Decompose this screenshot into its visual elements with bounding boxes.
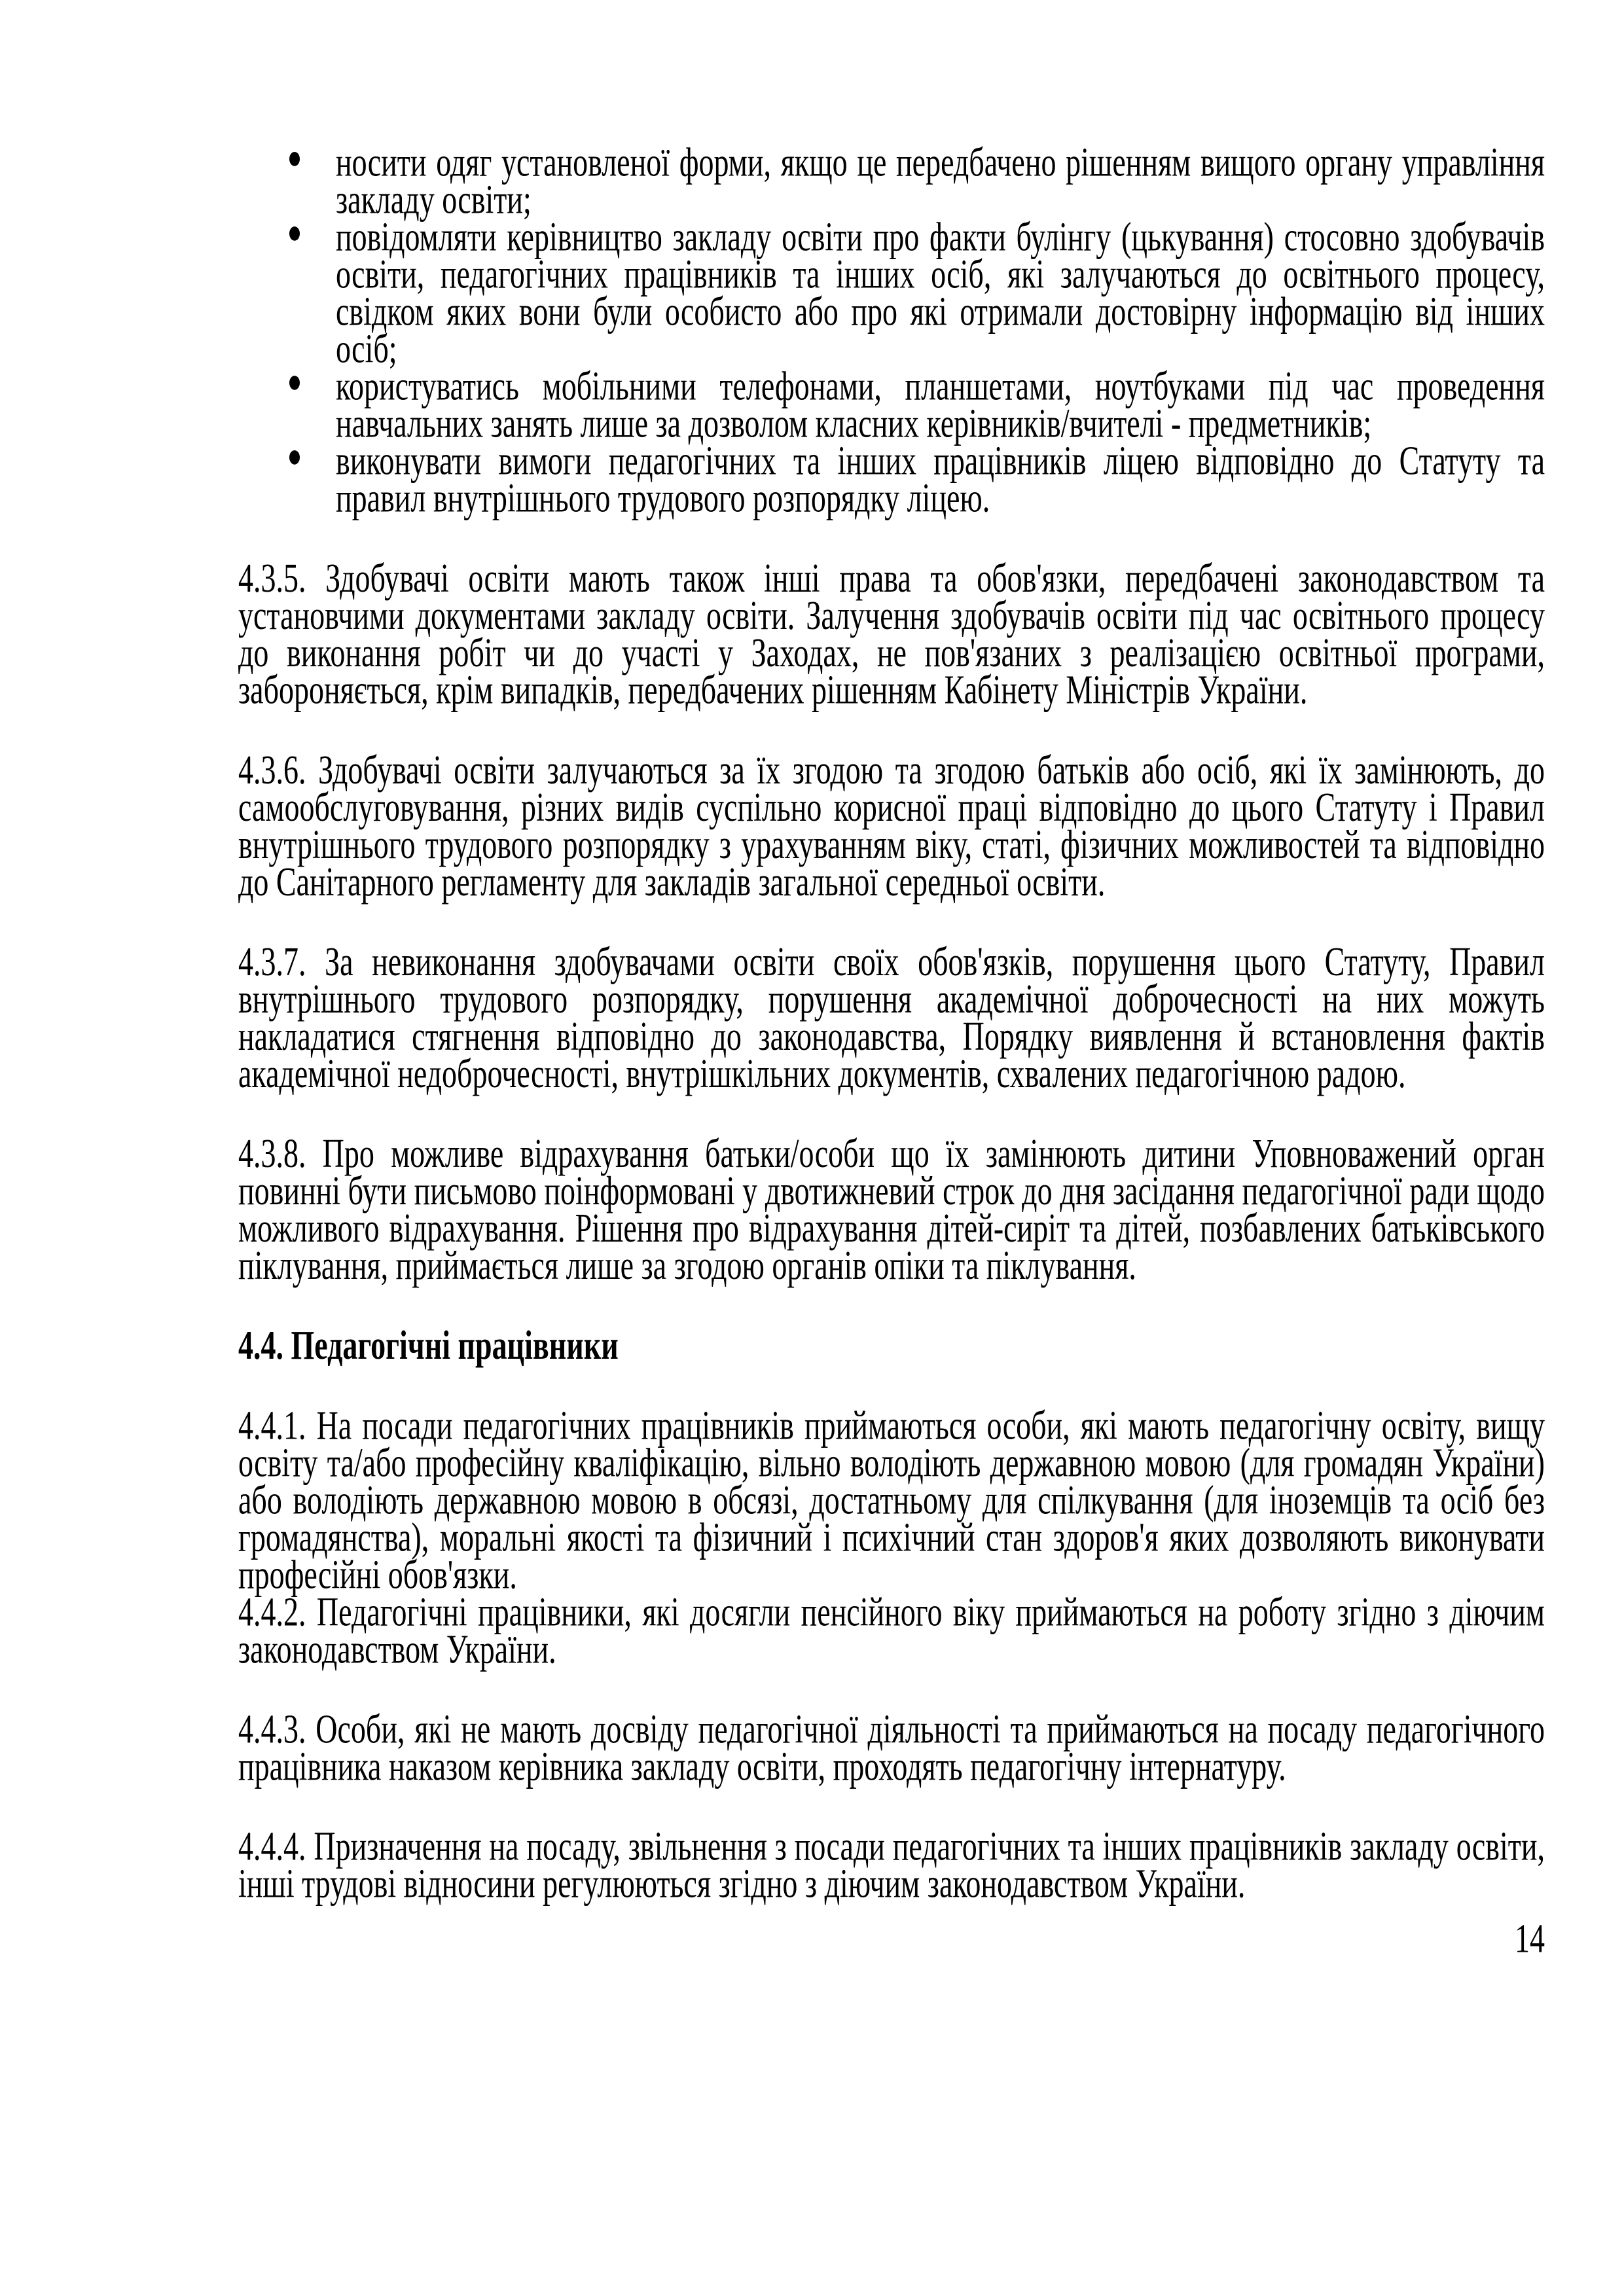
bullet-dot-icon: [289, 376, 300, 390]
paragraph-4-4-4: 4.4.4. Призначення на посаду, звільнення з посади педагогічних та інших працівників закладу освіти, інші трудові відносини регулюються згідно з діючим законодавством України.: [238, 1823, 1545, 1907]
paragraph-4-4-3: 4.4.3. Особи, які не мають досвіду педагогічної діяльності та приймаються на посаду педагогічного працівника наказом керівника закладу освіти, проходять педагогічну інтернатуру.: [238, 1706, 1545, 1789]
bullet-text: носити одяг установленої форми, якщо це передбачено рішенням вищого органу управління закладу освіти;: [336, 139, 1545, 223]
section-heading-4-4: 4.4. Педагогічні працівники: [238, 1322, 619, 1368]
page-content: [238, 0, 1545, 1962]
bullet-item: [336, 214, 1545, 372]
paragraph-4-4-2: 4.4.2. Педагогічні працівники, які досягли пенсійного віку приймаються на роботу згідно з діючим законодавством України.: [238, 1588, 1545, 1672]
page-number: 14: [1515, 1916, 1545, 1962]
bullet-text: повідомляти керівництво закладу освіти про факти булінгу (цькування) стосовно здобувачів освіти, педагогічних працівників та інших осіб, які залучаються до освітнього процесу, свідком яких вони були особисто або про які отримали достовірну інформацію від інших осіб;: [336, 214, 1545, 372]
paragraph-4-3-8: 4.3.8. Про можливе відрахування батьки/особи що їх замінюють дитини Уповноважений орган повинні бути письмово поінформовані у двотижневий строк до дня засідання педагогічної ради щодо можливого відрахування. Рішення про відрахування дітей-сиріт та дітей, позбавлених батьківського піклування, приймається лише за згодою органів опіки та піклування.: [238, 1130, 1545, 1288]
bullet-dot-icon: [289, 152, 300, 166]
paragraph-4-3-5: 4.3.5. Здобувачі освіти мають також інші права та обов'язки, передбачені законодавством та установчими документами закладу освіти. Залучення здобувачів освіти під час освітнього процесу до виконання робіт чи до участі у Заходах, не пов'язаних з реалізацією освітньої програми, забороняється, крім випадків, передбачених рішенням Кабінету Міністрів України.: [238, 555, 1545, 713]
paragraph-4-4-1: 4.4.1. На посади педагогічних працівників приймаються особи, які мають педагогічну освіту, вищу освіту та/або професійну кваліфікацію, вільно володіють державною мовою (для громадян України) або володіють державною мовою в обсязі, достатньому для спілкування (для іноземців та осіб без громадянства), моральні якості та фізичний і психічний стан здоров'я яких дозволяють виконувати професійні обов'язки.: [238, 1402, 1545, 1597]
bullet-item: [336, 139, 1545, 223]
bullet-list: [238, 139, 1545, 521]
bullet-dot-icon: [289, 226, 300, 241]
bullet-text: користуватись мобільними телефонами, планшетами, ноутбуками під час проведення навчальних занять лише за дозволом класних керівників/вчителі - предметників;: [336, 363, 1545, 446]
bullet-text: виконувати вимоги педагогічних та інших працівників ліцею відповідно до Статуту та правил внутрішнього трудового розпорядку ліцею.: [336, 438, 1545, 521]
paragraph-4-3-7: 4.3.7. За невиконання здобувачами освіти своїх обов'язків, порушення цього Статуту, Правил внутрішнього трудового розпорядку, порушення академічної доброчесності на них можуть накладатися стягнення відповідно до законодавства, Порядку виявлення й встановлення фактів академічної недоброчесності, внутрішкільних документів, схвалених педагогічною радою.: [238, 939, 1545, 1096]
paragraph-4-3-6: 4.3.6. Здобувачі освіти залучаються за їх згодою та згодою батьків або осіб, які їх замінюють, до самообслуговування, різних видів суспільно корисної праці відповідно до цього Статуту і Правил внутрішнього трудового розпорядку з урахуванням віку, статі, фізичних можливостей та відповідно до Санітарного регламенту для закладів загальної середньої освіти.: [238, 747, 1545, 905]
bullet-item: [336, 363, 1545, 446]
bullet-dot-icon: [289, 450, 300, 465]
bullet-item: [336, 438, 1545, 521]
